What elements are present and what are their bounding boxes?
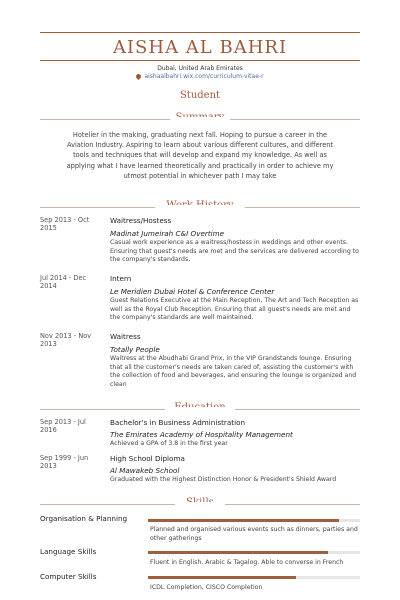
header-top-rule [40,32,360,33]
skill-name-3: Computer Skills [40,572,97,581]
skill-description-1: Planned and organised various events such as dinners, parties and other gatherings [150,526,358,542]
work-description-1: Casual work experience as a waitress/hostess in weddings and other events. Ensuring that guest's needs are met and the services are delivered according to the company's standards. [110,239,359,264]
education-description-1: Achieved a GPA of 3.8 in the first year [110,440,228,447]
work-description-2: Guest Relations Executive at the Main Reception, The Art and Tech Reception as well as the Royal Club Reception. Ensuring that all guest's needs are met and the company's standards are well maintained. [110,297,359,322]
education-school-1: The Emirates Academy of Hospitality Management [110,430,293,439]
website-url[interactable]: aishaalbahri.wix.com/curriculum-vitae-r [144,73,264,80]
skill-bar-fill-1 [148,519,339,522]
education-degree-1: Bachelor's in Business Administration [110,418,246,427]
header-bottom-rule [40,60,360,61]
education-date-1: Sep 2013 - Jul 2016 [40,418,86,435]
education-date-2: Sep 1999 - Jun 2013 [40,454,89,471]
location-text: Dubai, United Arab Emirates [157,65,243,72]
candidate-name: AISHA AL BAHRI [112,37,288,58]
work-company-2: Le Meridien Dubai Hotel & Conference Center [110,287,275,296]
skill-description-3: ICDL Completion, CISCO Completion [150,584,263,591]
work-history-divider [40,207,360,208]
work-title-1: Waitress/Hostess [110,216,172,225]
skill-bar-2 [148,551,360,554]
skill-name-1: Organisation & Planning [40,514,128,523]
education-entry-2 [110,454,360,485]
role-title: Student [179,90,221,101]
skill-bar-3 [148,576,360,579]
work-date-3: Nov 2013 - Nov 2013 [40,332,92,349]
work-title-3: Waitress [110,332,141,341]
education-school-2: Al Mawakeb School [110,466,180,475]
work-date-1: Sep 2013 - Oct 2015 [40,216,90,233]
skill-bar-1 [148,519,360,522]
work-entry-3 [110,332,360,389]
education-divider [40,409,360,410]
website-link[interactable] [0,73,400,80]
education-entry-1 [110,418,360,449]
location-pin-icon [135,73,142,80]
work-company-1: Madinat Jumeirah C&I Overtime [110,229,225,238]
education-description-2: Graduated with the Highest Distinction Honor & President's Shield Award [110,476,337,483]
skill-bar-fill-2 [148,551,328,554]
skill-bar-fill-3 [148,576,296,579]
work-entry-2 [110,274,360,323]
summary-text: Hotelier in the making, graduating next fall. Hoping to pursue a career in the Aviation Industry. Aspiring to learn about various different cultures, and different tools and techniques that will develop and expand my knowledge. As well as applying what I have learned theoretically and practically in order to achieve my utmost potential in whichever path I may take [66,131,334,180]
work-date-2: Jul 2014 - Dec 2014 [40,274,87,291]
skills-divider [40,504,360,505]
work-title-2: Intern [110,274,132,283]
education-degree-2: High School Diploma [110,454,185,463]
work-entry-1 [110,216,360,265]
skill-description-2: Fluent in English, Arabic & Tagalog. Able to converse in French [150,559,344,566]
skill-name-2: Language Skills [40,547,97,556]
summary-divider [40,119,360,120]
work-company-3: Totally People [110,345,160,354]
work-description-3: Waitress at the Abudhabi Grand Prix, in the VIP Grandstands lounge. Ensuring that all the customer's needs are taken cared of, assisting the customer's with the collection of food and beverages, and ensuring the lounge is organized and clean [110,355,357,388]
